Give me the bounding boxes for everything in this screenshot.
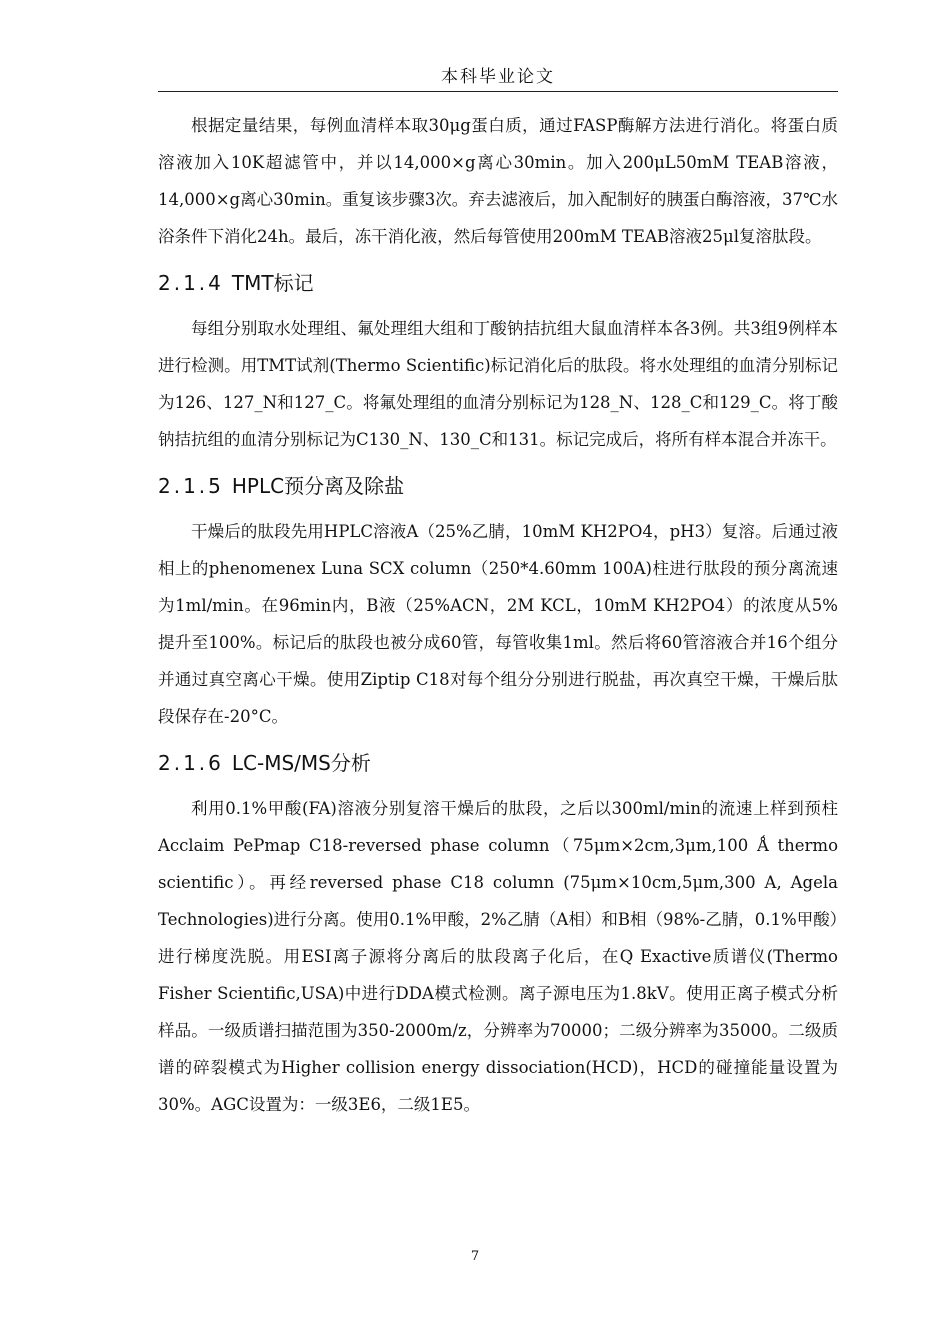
heading-title: LC-MS/MS分析 (231, 751, 371, 775)
heading-number: 2.1.5 (158, 474, 224, 498)
paragraph-tmt-labeling: 每组分别取水处理组、氟处理组大组和丁酸钠拮抗组大鼠血清样本各3例。共3组9例样本进行检测。用TMT试剂(Thermo Scientific)标记消化后的肽段。将水处理组的血清分别标记为126、127_N和127_C。将氟处理组的血清分别标记为128_N、128_C和129_C。将丁酸钠拮抗组的血清分别标记为C130_N、130_C和131。标记完成后，将所有样本混合并冻干。 (158, 319, 838, 449)
header-rule (158, 91, 838, 92)
heading-2-1-4 (158, 264, 838, 302)
running-header: 本科毕业论文 (441, 67, 555, 87)
paragraph-hplc: 干燥后的肽段先用HPLC溶液A（25%乙腈，10mM KH2PO4，pH3）复溶。后通过液相上的phenomenex Luna SCX column（250*4.60mm 100A)柱进行肽段的预分离流速为1ml/min。在96min内，B液（25%ACN，2M KCL，10mM KH2PO4）的浓度从5%提升至100%。标记后的肽段也被分成60管，每管收集1ml。然后将60管溶液合并16个组分并通过真空离心干燥。使用Ziptip C18对每个组分分别进行脱盐，再次真空干燥，干燥后肽段保存在-20°C。 (158, 522, 838, 726)
paragraph-digestion: 根据定量结果，每例血清样本取30μg蛋白质，通过FASP酶解方法进行消化。将蛋白质溶液加入10K超滤管中，并以14,000×g离心30min。加入200μL50mM TEAB溶液，14,000×g离心30min。重复该步骤3次。弃去滤液后，加入配制好的胰蛋白酶溶液，37℃水浴条件下消化24h。最后，冻干消化液，然后每管使用200mM TEAB溶液25μl复溶肽段。 (158, 116, 838, 246)
heading-title: TMT标记 (231, 271, 314, 295)
heading-2-1-6 (158, 744, 838, 782)
heading-number: 2.1.4 (158, 271, 224, 295)
paragraph-lcms: 利用0.1%甲酸(FA)溶液分别复溶干燥后的肽段，之后以300ml/min的流速上样到预柱Acclaim PePmap C18-reversed phase column（75μm×2cm,3μm,100 Ǻ thermo scientific）。再经reversed phase C18 column (75μm×10cm,5μm,300 A, Agela Technologies)进行分离。使用0.1%甲酸，2%乙腈（A相）和B相（98%-乙腈，0.1%甲酸）进行梯度洗脱。用ESI离子源将分离后的肽段离子化后，在Q Exactive质谱仪(Thermo Fisher Scientific,USA)中进行DDA模式检测。离子源电压为1.8kV。使用正离子模式分析样品。一级质谱扫描范围为350-2000m/z，分辨率为70000；二级分辨率为35000。二级质谱的碎裂模式为Higher collision energy dissociation(HCD)，HCD的碰撞能量设置为30%。AGC设置为：一级3E6，二级1E5。 (158, 799, 838, 1114)
heading-2-1-5 (158, 467, 838, 505)
page-number: 7 (470, 1249, 480, 1264)
heading-title: HPLC预分离及除盐 (231, 474, 405, 498)
main-content (158, 107, 838, 1123)
heading-number: 2.1.6 (158, 751, 224, 775)
